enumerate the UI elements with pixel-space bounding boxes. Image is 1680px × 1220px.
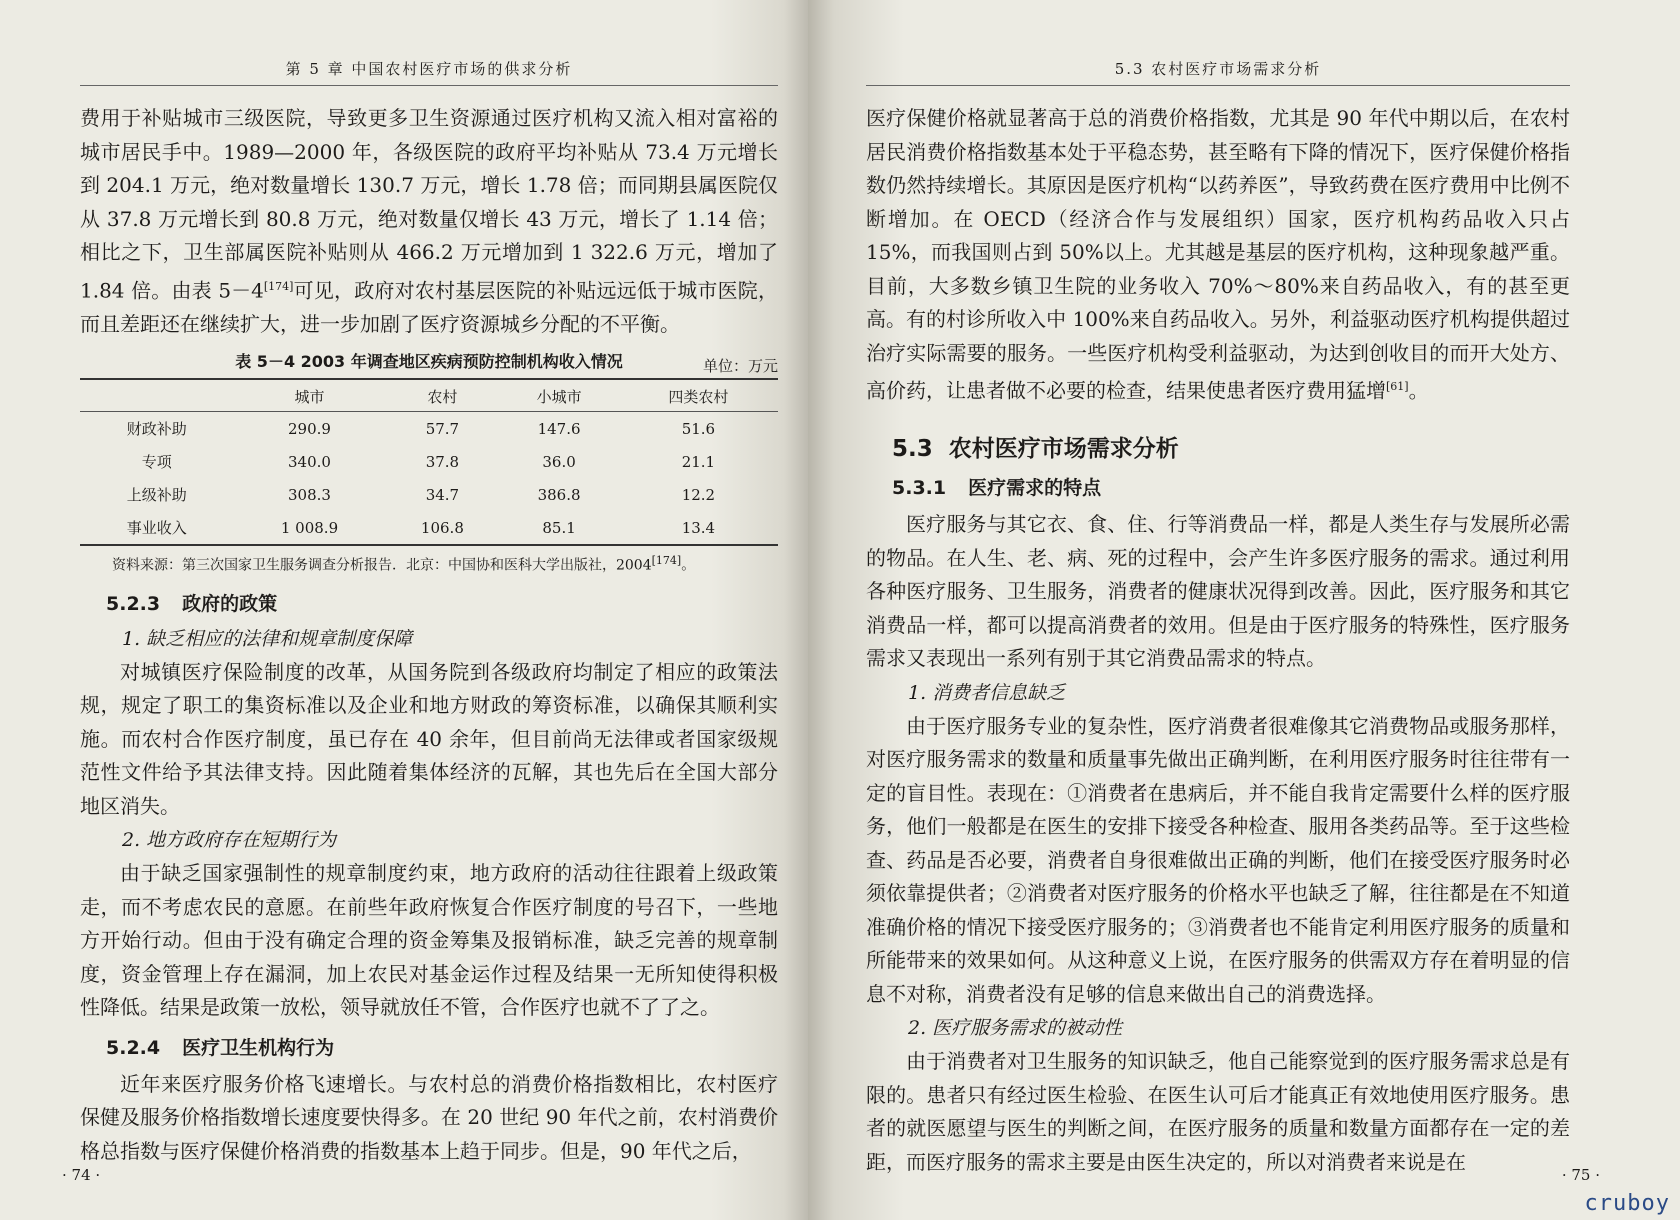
item-heading: 2. 地方政府存在短期行为 — [122, 829, 337, 852]
table-row — [80, 412, 778, 446]
income-table — [80, 378, 778, 546]
heading-5-3: 5.3 农村医疗市场需求分析 — [892, 436, 1179, 463]
table-row — [80, 511, 778, 545]
table-caption: 表 5－4 2003 年调查地区疾病预防控制机构收入情况 单位：万元 — [235, 352, 778, 376]
table-row — [80, 445, 778, 478]
left-page — [0, 0, 808, 1220]
citation: [174] — [651, 554, 682, 568]
row-label: 事业收入 — [126, 519, 187, 538]
right-page — [808, 0, 1680, 1220]
table-cell: 36.0 — [542, 452, 576, 471]
table-cell: 386.8 — [537, 485, 581, 504]
table-cell: 57.7 — [425, 419, 460, 438]
table-source-note: 资料来源：第三次国家卫生服务调查分析报告．北京：中国协和医科大学出版社，2004[174]。 — [112, 554, 696, 574]
row-label: 财政补助 — [126, 420, 187, 439]
table-cell: 21.1 — [681, 452, 716, 471]
column-header: 小城市 — [499, 379, 618, 412]
paragraph: 医疗服务与其它衣、食、住、行等消费品一样，都是人类生存与发展所必需的物品。在人生、老、病、死的过程中，会产生许多医疗服务的需求。通过利用各种医疗服务、卫生服务，消费者的健康状况得到改善。因此，医疗服务和其它消费品一样，都可以提高消费者的效用。但是由于医疗服务的特殊性，医疗服务需求又表现出一系列有别于其它消费品需求的特点。 — [866, 512, 1570, 671]
paragraph: 由于消费者对卫生服务的知识缺乏，他自己能察觉到的医疗服务需求总是有限的。患者只有经过医生检验、在医生认可后才能真正有效地使用医疗服务。患者的就医愿望与医生的判断之间，在医疗服务的质量和数量方面都存在一定的差距，而医疗服务的需求主要是由医生决定的，所以对消费者来说是在 — [866, 1049, 1570, 1174]
paragraph: 由于缺乏国家强制性的规章制度约束，地方政府的活动往往跟着上级政策走，而不考虑农民的意愿。在前些年政府恢复合作医疗制度的号召下，一些地方开始行动。但由于没有确定合理的资金筹集及报销标准，缺乏完善的规章制度，资金管理上存在漏洞，加上农民对基金运作过程及结果一无所知使得积极性降低。结果是政策一放松，领导就放任不管，合作医疗也就不了了之。 — [80, 861, 778, 1020]
page-number-left: · 74 · — [62, 1166, 101, 1184]
table-row — [80, 478, 778, 511]
paragraph-continued: 医疗保健价格就显著高于总的消费价格指数，尤其是 90 年代中期以后，在农村居民消费价格指数基本处于平稳态势，甚至略有下降的情况下，医疗保健价格指数仍然持续增长。其原因是医疗机构“以药养医”，导致药费在医疗费用中比例不断增加。在 OECD（经济合作与发展组织）国家，医疗机构药品收入只占 15%，而我国则占到 50%以上。尤其越是基层的医疗机构，这种现象越严重。目前，大多数乡镇卫生院的业务收入 70%～80%来自药品收入，有的甚至更高。有的村诊所收入中 100%来自药品收入。另外，利益驱动医疗机构提供超过治疗实际需要的服务。一些医疗机构受利益驱动，为达到创收目的而开大处方、高价药，让患者做不必要的检查，结果使患者医疗费用猛增[61]。 — [866, 106, 1570, 403]
item-heading: 2. 医疗服务需求的被动性 — [908, 1017, 1123, 1040]
column-header — [80, 379, 234, 412]
table-cell: 37.8 — [425, 452, 460, 471]
paragraph: 近年来医疗服务价格飞速增长。与农村总的消费价格指数相比，农村医疗保健及服务价格指数增长速度要快得多。在 20 世纪 90 年代之前，农村消费价格总指数与医疗保健价格消费的指数基本上趋于同步。但是，90 年代之后， — [80, 1071, 778, 1163]
table-cell: 1 008.9 — [280, 518, 339, 537]
paragraph: 对城镇医疗保险制度的改革，从国务院到各级政府均制定了相应的政策法规，规定了职工的集资标准以及企业和地方财政的筹资标准，以确保其顺利实施。而农村合作医疗制度，虽已存在 40 余年，但目前尚无法律或者国家级规范性文件给予其法律支持。因此随着集体经济的瓦解，其也先后在全国大部分地区消失。 — [80, 659, 778, 818]
item-heading: 1. 消费者信息缺乏 — [908, 681, 1066, 704]
heading-5-3-1: 5.3.1 医疗需求的特点 — [892, 477, 1102, 500]
row-label: 专项 — [141, 453, 172, 472]
table-unit: 单位：万元 — [702, 357, 778, 376]
table-cell: 13.4 — [681, 518, 716, 537]
item-heading: 1. 缺乏相应的法律和规章制度保障 — [122, 627, 413, 650]
paragraph: 由于医疗服务专业的复杂性，医疗消费者很难像其它消费物品或服务那样，对医疗服务需求的数量和质量事先做出正确判断，在利用医疗服务时往往带有一定的盲目性。表现在：①消费者在患病后，并不能自我肯定需要什么样的医疗服务，他们一般都是在医生的安排下接受各种检查、服用各类药品等。至于这些检查、药品是否必要，消费者自身很难做出正确的判断，他们在接受医疗服务时必须依靠提供者；②消费者对医疗服务的价格水平也缺乏了解，往往都是在不知道准确价格的情况下接受医疗服务的；③消费者也不能肯定利用医疗服务的质量和所能带来的效果如何。从这种意义上说，在医疗服务的供需双方存在着明显的信息不对称，消费者没有足够的信息来做出自己的消费选择。 — [866, 713, 1570, 1006]
table-cell: 340.0 — [288, 452, 331, 471]
table-cell: 290.9 — [288, 419, 331, 438]
table-cell: 308.3 — [288, 485, 331, 504]
table-cell: 147.6 — [537, 419, 581, 438]
column-header: 四类农村 — [619, 379, 778, 412]
page-number-right: · 75 · — [1561, 1166, 1600, 1184]
heading-5-2-4: 5.2.4 医疗卫生机构行为 — [106, 1036, 335, 1059]
column-header: 农村 — [385, 379, 499, 412]
column-header: 城市 — [234, 379, 386, 412]
paragraph-intro: 费用于补贴城市三级医院，导致更多卫生资源通过医疗机构又流入相对富裕的城市居民手中。1989—2000 年，各级医院的政府平均补贴从 73.4 万元增长到 204.1 万元，绝对数量增长 130.7 万元，增长 1.78 倍；而同期县属医院仅从 37.8 万元增长到 80.8 万元，绝对数量仅增长 43 万元，增长了 1.14 倍；相比之下，卫生部属医院补贴则从 466.2 万元增加到 1 322.6 万元，增加了 1.84 倍。由表 5－4[174]可见，政府对农村基层医院的补贴远远低于城市医院，而且差距还在继续扩大，进一步加剧了医疗资源城乡分配的不平衡。 — [80, 106, 778, 336]
table-cell: 34.7 — [425, 485, 460, 504]
table-cell: 106.8 — [420, 518, 464, 537]
running-head-right: 5.3 农村医疗市场需求分析 — [866, 58, 1570, 86]
heading-5-2-3: 5.2.3 政府的政策 — [106, 592, 278, 615]
table-cell: 85.1 — [542, 518, 576, 537]
table-cell: 12.2 — [681, 485, 716, 504]
running-head-left: 第 5 章 中国农村医疗市场的供求分析 — [80, 58, 778, 86]
row-label: 上级补助 — [126, 486, 187, 505]
table-header-row — [80, 379, 778, 412]
watermark: cruboy — [1584, 1191, 1670, 1216]
citation: [61] — [1386, 380, 1409, 393]
citation: [174] — [263, 279, 294, 293]
table-cell: 51.6 — [681, 419, 716, 438]
